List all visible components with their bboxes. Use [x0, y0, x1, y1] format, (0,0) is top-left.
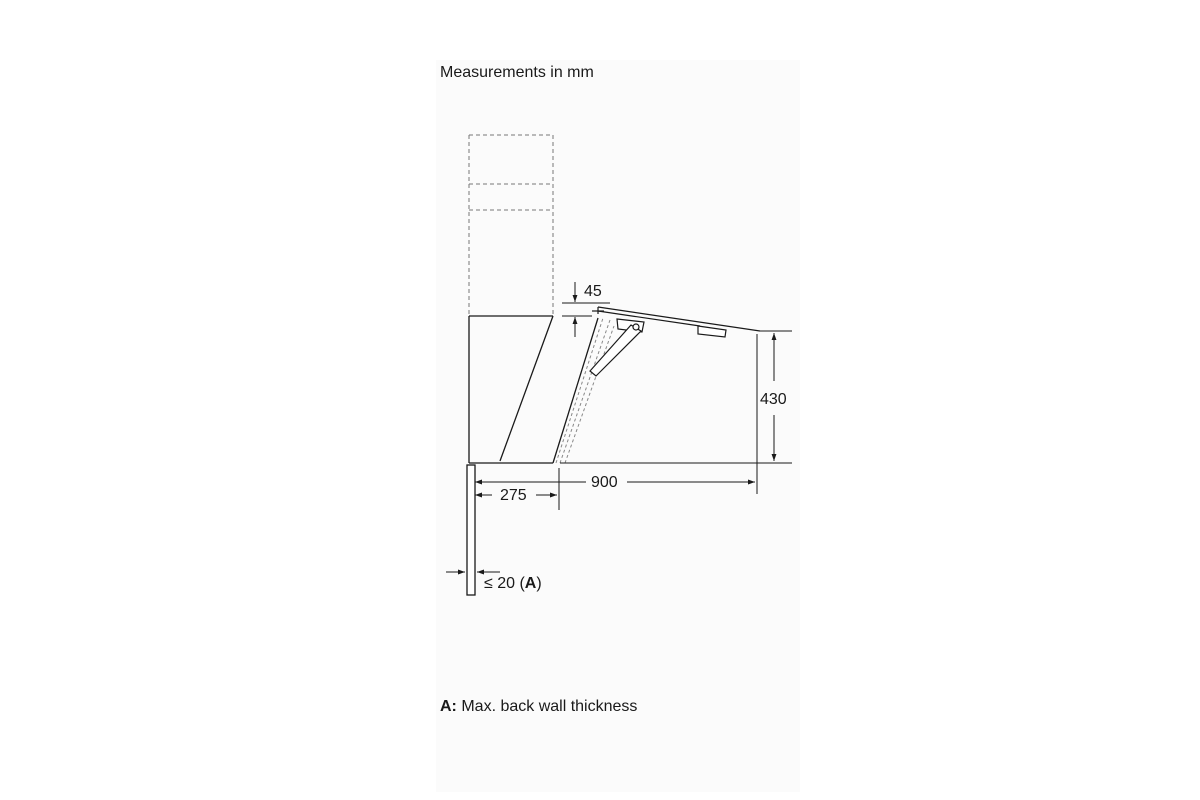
opened-panel-dashed: [556, 318, 614, 463]
wall-prefix: ≤ 20 (: [484, 575, 525, 592]
wall-ref: A: [524, 575, 537, 592]
legend-text: Max. back wall thickness: [456, 698, 638, 715]
hinge-mechanism: [590, 319, 726, 376]
back-wall: [467, 465, 475, 595]
chimney-outline: [469, 135, 553, 316]
wall-suffix: ): [536, 575, 542, 592]
label-430: 430: [760, 391, 787, 408]
measurements-title: Measurements in mm: [440, 64, 594, 81]
label-wall-thickness: [484, 575, 542, 593]
label-900: 900: [591, 474, 618, 491]
label-275: 275: [500, 487, 527, 504]
legend-note: [440, 697, 637, 717]
label-45: 45: [584, 283, 602, 300]
hood-body: [469, 316, 598, 463]
legend-key: A:: [440, 698, 457, 715]
